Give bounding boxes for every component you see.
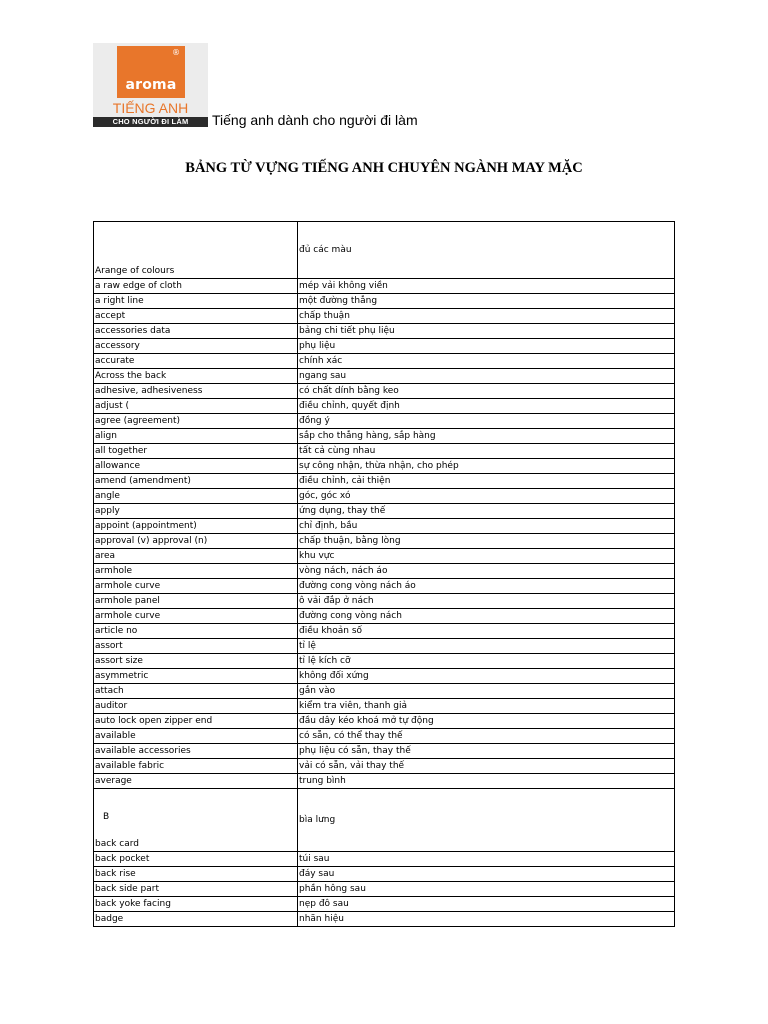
english-term: armhole [94,564,298,579]
english-term: accessories data [94,324,298,339]
table-row [94,669,675,684]
english-term: back rise [94,867,298,882]
english-term: a raw edge of cloth [94,279,298,294]
english-term: armhole curve [94,579,298,594]
vietnamese-meaning: điều khoản số [298,624,675,639]
english-term: appoint (appointment) [94,519,298,534]
table-row [94,414,675,429]
english-term: available accessories [94,744,298,759]
vietnamese-meaning: chấp thuận [298,309,675,324]
english-term: attach [94,684,298,699]
vietnamese-meaning: đường cong vòng nách [298,609,675,624]
vietnamese-meaning: bìa lưng [298,789,675,852]
table-row [94,369,675,384]
table-row [94,489,675,504]
vietnamese-meaning: túi sau [298,852,675,867]
table-row [94,774,675,789]
vietnamese-meaning: gắn vào [298,684,675,699]
table-row [94,354,675,369]
table-row [94,654,675,669]
table-row [94,867,675,882]
english-term: average [94,774,298,789]
table-row [94,759,675,774]
vietnamese-meaning: khu vực [298,549,675,564]
vietnamese-meaning: nhãn hiệu [298,912,675,927]
table-row [94,444,675,459]
english-term: back pocket [94,852,298,867]
english-term: auto lock open zipper end [94,714,298,729]
vietnamese-meaning: đủ các màu [298,222,675,279]
vietnamese-meaning: sắp cho thẳng hàng, sắp hàng [298,429,675,444]
table-row [94,384,675,399]
english-term: amend (amendment) [94,474,298,489]
vietnamese-meaning: điều chỉnh, cải thiện [298,474,675,489]
vocabulary-table [93,221,675,927]
table-row [94,399,675,414]
vietnamese-meaning: chỉ định, bầu [298,519,675,534]
table-row [94,624,675,639]
table-row [94,882,675,897]
tagline: Tiếng anh dành cho người đi làm [212,112,418,128]
english-term: assort size [94,654,298,669]
vietnamese-meaning: bảng chi tiết phụ liệu [298,324,675,339]
vietnamese-meaning: không đối xứng [298,669,675,684]
english-term: assort [94,639,298,654]
table-row [94,294,675,309]
table-row [94,309,675,324]
table-row [94,912,675,927]
english-term: angle [94,489,298,504]
table-row [94,609,675,624]
table-row [94,564,675,579]
table-row [94,519,675,534]
vietnamese-meaning: tỉ lệ [298,639,675,654]
logo-subtitle-bar: CHO NGƯỜI ĐI LÀM [93,117,208,127]
vietnamese-meaning: tỉ lệ kích cỡ [298,654,675,669]
vietnamese-meaning: đường cong vòng nách áo [298,579,675,594]
english-term: align [94,429,298,444]
table-row [94,324,675,339]
table-row [94,339,675,354]
english-term: back side part [94,882,298,897]
logo-tieng-anh: TIẾNG ANH [112,100,189,116]
vietnamese-meaning: mép vải không viền [298,279,675,294]
english-term: adjust ( [94,399,298,414]
table-row [94,699,675,714]
table-row [94,579,675,594]
table-row [94,639,675,654]
english-term: accurate [94,354,298,369]
vietnamese-meaning: đáy sau [298,867,675,882]
vietnamese-meaning: ngang sau [298,369,675,384]
vietnamese-meaning: đầu dây kéo khoá mở tự động [298,714,675,729]
table-row [94,684,675,699]
vietnamese-meaning: một đường thẳng [298,294,675,309]
table-row [94,897,675,912]
table-row [94,222,675,279]
english-term: armhole curve [94,609,298,624]
english-term: area [94,549,298,564]
table-row-section-b [94,789,675,852]
english-term: Across the back [94,369,298,384]
english-term: allowance [94,459,298,474]
table-row [94,504,675,519]
vietnamese-meaning: kiểm tra viên, thanh giả [298,699,675,714]
vietnamese-meaning: sự công nhận, thừa nhận, cho phép [298,459,675,474]
section-letter: B [103,812,110,822]
table-row [94,549,675,564]
vietnamese-meaning: có sẵn, có thể thay thế [298,729,675,744]
vietnamese-meaning: điều chỉnh, quyết định [298,399,675,414]
vietnamese-meaning: chính xác [298,354,675,369]
vietnamese-meaning: vòng nách, nách áo [298,564,675,579]
vietnamese-meaning: phụ liệu có sẵn, thay thế [298,744,675,759]
english-term: accessory [94,339,298,354]
english-term: accept [94,309,298,324]
vietnamese-meaning: phần hông sau [298,882,675,897]
table-row [94,429,675,444]
english-term: available [94,729,298,744]
english-term: adhesive, adhesiveness [94,384,298,399]
english-term: available fabric [94,759,298,774]
vietnamese-meaning: nẹp đô sau [298,897,675,912]
table-row [94,714,675,729]
vietnamese-meaning: phụ liệu [298,339,675,354]
table-row [94,279,675,294]
vietnamese-meaning: vải có sẵn, vải thay thế [298,759,675,774]
english-term: article no [94,624,298,639]
table-row [94,474,675,489]
vietnamese-meaning: ứng dụng, thay thế [298,504,675,519]
vietnamese-meaning: ô vải đắp ở nách [298,594,675,609]
english-term: approval (v) approval (n) [94,534,298,549]
logo-brand-text: aroma [125,77,177,93]
vietnamese-meaning: đồng ý [298,414,675,429]
english-term: asymmetric [94,669,298,684]
table-row [94,534,675,549]
vietnamese-meaning: tất cả cùng nhau [298,444,675,459]
logo-registered-mark: ® [172,48,180,57]
english-term: a right line [94,294,298,309]
table-row [94,729,675,744]
table-row [94,852,675,867]
english-term: apply [94,504,298,519]
vietnamese-meaning: trung bình [298,774,675,789]
english-term: agree (agreement) [94,414,298,429]
english-term: badge [94,912,298,927]
english-term [94,789,298,852]
document-title: BẢNG TỪ VỰNG TIẾNG ANH CHUYÊN NGÀNH MAY MẶC [185,160,583,176]
english-term: auditor [94,699,298,714]
english-term: armhole panel [94,594,298,609]
english-term: Arange of colours [94,222,298,279]
table-row [94,459,675,474]
logo-orange-block [93,43,208,98]
aroma-logo [93,43,208,127]
vietnamese-meaning: góc, góc xó [298,489,675,504]
english-term-text: back card [95,839,139,849]
table-row [94,594,675,609]
vietnamese-meaning: chấp thuận, bằng lòng [298,534,675,549]
english-term: all together [94,444,298,459]
table-row [94,744,675,759]
vietnamese-meaning: có chất dính bằng keo [298,384,675,399]
english-term: back yoke facing [94,897,298,912]
